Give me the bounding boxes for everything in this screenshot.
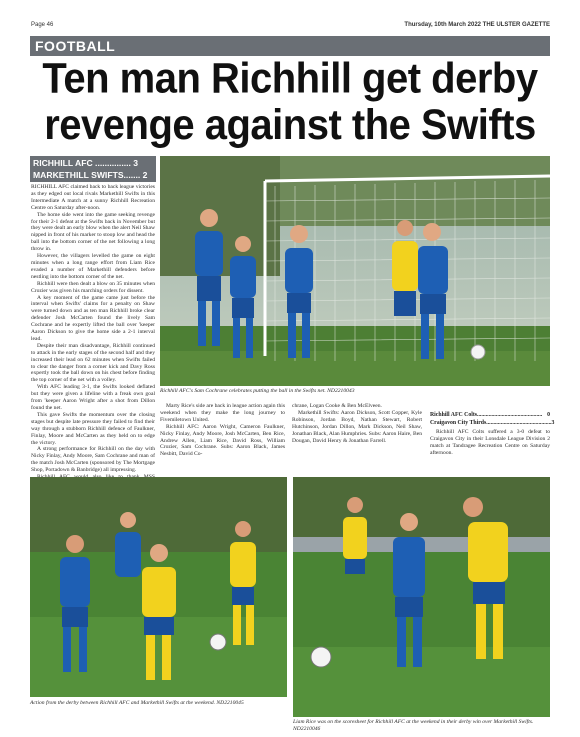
headline-line-1: Ten man Richhill get derby xyxy=(42,55,538,102)
bottom-left-caption: Action from the derby between Richhill AFC and Markethill Swifts at the weekend. ND2210045 xyxy=(30,700,244,706)
article-column-1 xyxy=(31,184,155,474)
result-away-team: Craigavon City Thirds xyxy=(430,420,487,426)
article-column-2 xyxy=(160,403,285,473)
article-paragraph: A strong performance for Richhill on the day with Nicky Finlay, Andy Moore, Sam Cochrane and man of the match Josh McCarten (sponsored by The Mortgage Shop, Portadown & Banbridge) all impressing. xyxy=(31,446,155,474)
publication-date: Thursday, 10th March 2022 THE ULSTER GAZETTE xyxy=(404,22,550,28)
section-band xyxy=(30,36,550,56)
main-photo xyxy=(160,156,550,386)
article-paragraph: With AFC leading 3-1, the Swifts looked deflated but they were given a lifeline with a freak own goal from 'keeper Aaron Wright after a shot from Dillon found the net. xyxy=(31,384,155,411)
results-box xyxy=(430,411,555,457)
result-home-team: Richhill AFC Colts xyxy=(430,412,478,418)
article-paragraph: Marty Rice's side are back in league action again this weekend when they make the long journey to Fivemiletown United. xyxy=(160,403,285,423)
article-paragraph: Despite their man disadvantage, Richhill continued to attack in the early stages of the second half and they increased their lead on 62 minutes when Swifts failed to clear the danger from a corner kick and Davy Ross expertly took the ball down on his chest before finding the top corner of the net with a volley. xyxy=(31,342,155,384)
article-paragraph: A key moment of the game came just before the interval when Swifts' claims for a penalty on Shaw were turned down and as ten man Richhill broke clear defender Josh McCarten found the lively Sam Cochrane and he expertly lifted the ball over 'keeper Aaron Dickson to give the home side a 2-1 interval lead. xyxy=(31,294,155,342)
article-paragraph: RICHHILL AFC claimed back to back league victories as they edged out local rivals Markethill Swifts in this Intermediate A match at a sunny Richhill Recreation Centre on Saturday after-noon. xyxy=(31,184,155,211)
article-paragraph: Markethill Swifts: Aaron Dickson, Scott Copper, Kyle Robinson, Jordan Boyd, Nathan Stewart, Robert Hutchinson, Jordan Dillon, Mark Dickson, Neil Shaw, Jonathan Black, Alan Humphries. Subs: Aaron Haire, Ben Dougan, David Henry & Jonathan Farrell. xyxy=(292,409,422,444)
bottom-left-photo xyxy=(30,477,287,697)
headline-line-2: revenge against the Swifts xyxy=(44,102,536,149)
section-title: FOOTBALL xyxy=(35,38,116,54)
score-away: MARKETHILL SWIFTS....... 2 xyxy=(33,170,148,180)
main-photo-caption: Richhill AFC's Sam Cochrane celebrates putting the ball in the Swifts net. ND2210043 xyxy=(160,388,355,394)
result-away-row: Craigavon City Thirds ............................................. 3 xyxy=(430,420,555,426)
page-header xyxy=(31,22,550,34)
score-box xyxy=(30,156,156,182)
bottom-left-photo-image xyxy=(30,477,287,697)
result-text: Richhill AFC Colts suffered a 3-0 defeat to Craigavon City in their Lonsdale League Division 2 match at Tandragee Recreation Centre on Saturday afternoon. xyxy=(430,429,550,456)
bottom-right-caption: Liam Rice was on the scoresheet for Richhill AFC at the weekend in their derby win over Markethill Swifts. ND2210046 xyxy=(293,719,534,732)
main-photo-image xyxy=(160,156,550,386)
score-home: RICHHILL AFC ............... 3 xyxy=(33,158,139,168)
article-paragraph: chrane, Logan Cooke & Ben McElveen. xyxy=(292,403,382,409)
article-paragraph: However, the villagers levelled the game on eight minutes when a long range effort from Liam Rice evaded a number of Markethill defenders before nestling into the bottom corner of the net. xyxy=(31,253,155,280)
result-home-score: 0 xyxy=(547,412,550,418)
article-column-3 xyxy=(292,403,422,473)
bottom-right-photo-image xyxy=(293,477,550,717)
headline xyxy=(30,55,550,148)
result-away-score: 3 xyxy=(551,420,555,426)
article-paragraph: The home side went into the game seeking revenge for their 2-1 defeat at the Swifts back in November but they were dealt an early blow when the alert Neil Shaw nipped in front of his marker to stoop low and head the ball into the bottom corner of the net following a long throw in. xyxy=(31,211,155,253)
result-home-row: Richhill AFC Colts ............................................. 0 xyxy=(430,412,550,418)
article-paragraph: Richhill were then dealt a blow on 35 minutes when Crozier was given his marching orders for dissent. xyxy=(31,280,155,294)
page-number: Page 46 xyxy=(31,22,54,28)
article-paragraph: This gave Swifts the momentum over the closing stages but despite late pressure they failed to find their way through a stubborn Richhill defence of Faulkner, Finlay, Moore and McCarten as they held on to edge the victory. xyxy=(31,411,155,446)
article-paragraph: Richhill AFC: Aaron Wright, Cameron Faulkner, Nicky Finlay, Andy Moore, Josh McCarten, Ben Rice, Andrew Allen, Liam Rice, David Ross, William Crozier, Sam Cochrane. Subs: Aaron Black, James Nesbitt, David Co- xyxy=(160,423,285,458)
bottom-right-photo xyxy=(293,477,550,717)
